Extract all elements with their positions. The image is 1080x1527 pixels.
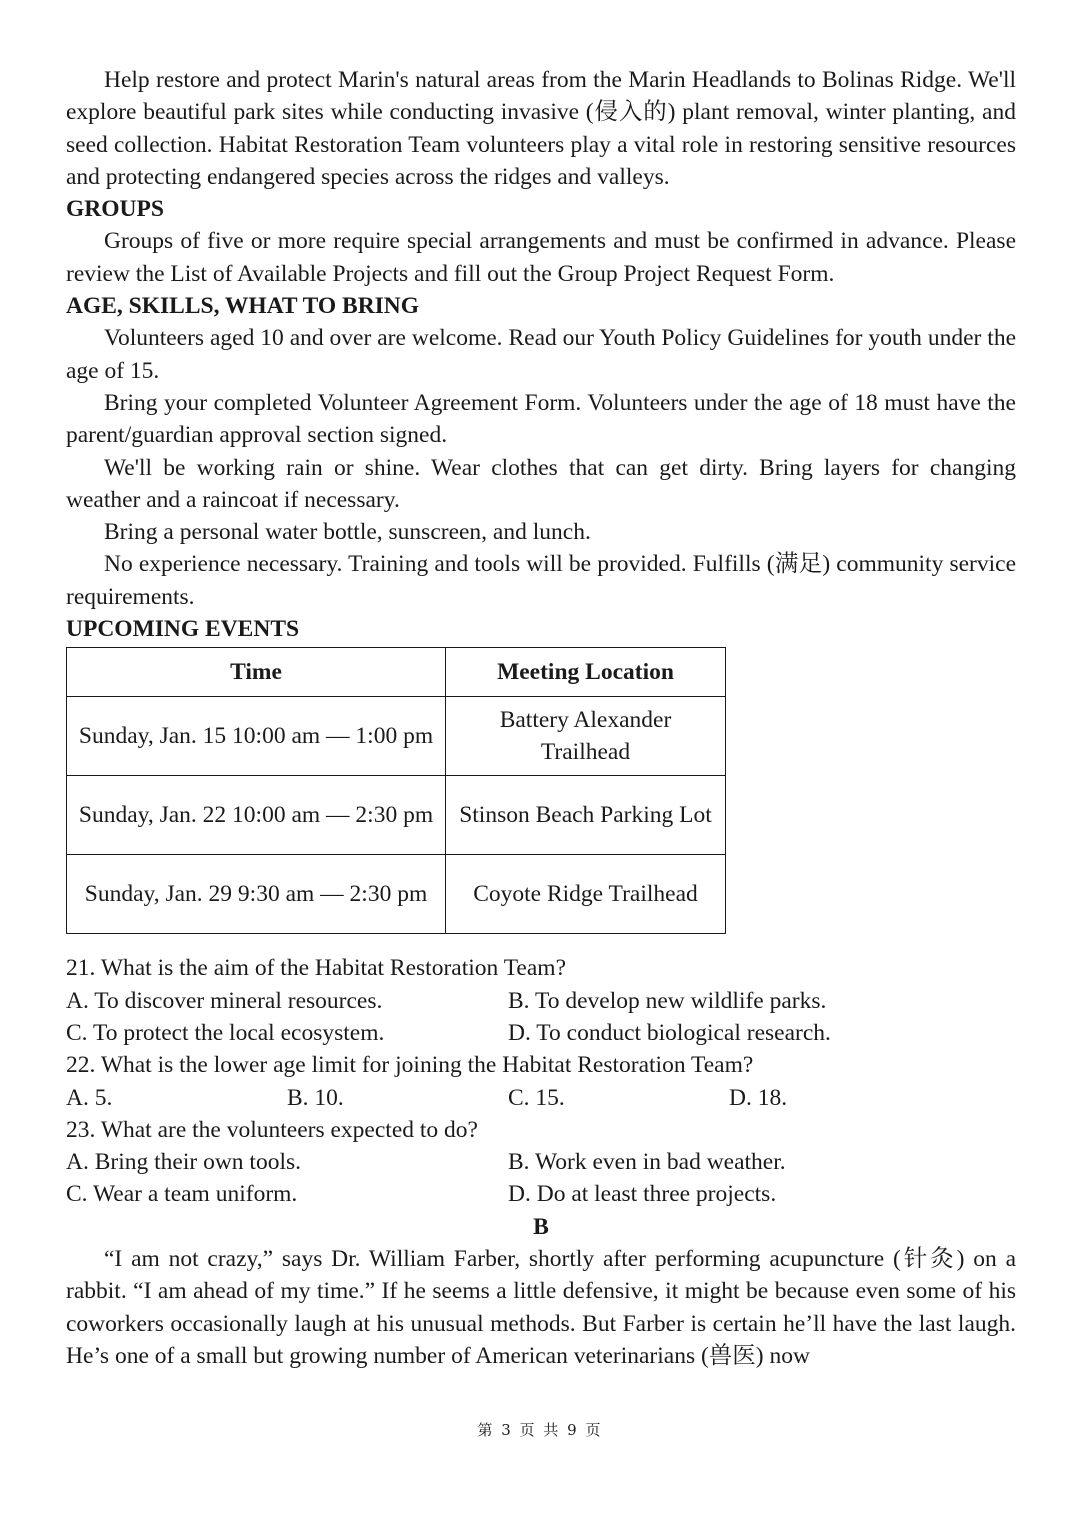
age-paragraph-5: No experience necessary. Training and tools will be provided. Fulfills (满足) community service requirements. xyxy=(66,551,1016,610)
table-header-row xyxy=(67,648,726,697)
option-23-a: A. Bring their own tools. xyxy=(66,1149,301,1176)
question-23: 23. What are the volunteers expected to do? xyxy=(66,1116,478,1143)
age-heading: AGE, SKILLS, WHAT TO BRING xyxy=(66,293,420,320)
groups-paragraph: Groups of five or more require special arrangements and must be confirmed in advance. Please review the List of Available Projects and fill out the Group Project Request Form. xyxy=(66,228,1016,287)
age-paragraph-4: Bring a personal water bottle, sunscreen, and lunch. xyxy=(104,519,591,546)
table-row xyxy=(67,697,726,776)
event-time: Sunday, Jan. 29 9:30 am — 2:30 pm xyxy=(67,855,446,934)
question-21-options-row-1 xyxy=(66,985,1016,1017)
option-21-a: A. To discover mineral resources. xyxy=(66,987,383,1014)
option-22-a: A. 5. xyxy=(66,1084,113,1111)
events-heading: UPCOMING EVENTS xyxy=(66,616,300,643)
questions-section xyxy=(66,952,1016,1210)
column-header-time: Time xyxy=(67,648,446,697)
column-header-location: Meeting Location xyxy=(446,648,726,697)
question-23-options-row-2 xyxy=(66,1178,1016,1210)
option-21-b: B. To develop new wildlife parks. xyxy=(508,987,827,1014)
page-footer: 第 3 页 共 9 页 xyxy=(477,1421,603,1439)
question-22: 22. What is the lower age limit for joining the Habitat Restoration Team? xyxy=(66,1052,754,1079)
age-paragraph-1: Volunteers aged 10 and over are welcome. Read our Youth Policy Guidelines for youth under the age of 15. xyxy=(66,325,1016,384)
event-location: Battery Alexander Trailhead xyxy=(446,697,726,776)
question-22-options xyxy=(66,1082,1016,1114)
exam-page xyxy=(66,64,1016,1372)
question-23-options-row-1 xyxy=(66,1146,1016,1178)
age-paragraph-3: We'll be working rain or shine. Wear clothes that can get dirty. Bring layers for changing weather and a raincoat if necessary. xyxy=(66,454,1016,513)
table-row xyxy=(67,855,726,934)
event-time: Sunday, Jan. 22 10:00 am — 2:30 pm xyxy=(67,776,446,855)
section-b-label: B xyxy=(533,1213,549,1240)
option-23-c: C. Wear a team uniform. xyxy=(66,1181,298,1208)
option-23-b: B. Work even in bad weather. xyxy=(508,1149,786,1176)
section-b-paragraph: “I am not crazy,” says Dr. William Farber, shortly after performing acupuncture (针灸) on a rabbit. “I am ahead of my time.” If he seems a little defensive, it might be because even some of his coworkers occasionally laugh at his unusual methods. But Farber is certain he’ll have the last laugh. He’s one of a small but growing number of American veterinarians (兽医) now xyxy=(66,1246,1016,1369)
table-row xyxy=(67,776,726,855)
event-location: Coyote Ridge Trailhead xyxy=(446,855,726,934)
event-location: Stinson Beach Parking Lot xyxy=(446,776,726,855)
event-time: Sunday, Jan. 15 10:00 am — 1:00 pm xyxy=(67,697,446,776)
question-21-options-row-2 xyxy=(66,1017,1016,1049)
groups-heading: GROUPS xyxy=(66,196,164,223)
question-21: 21. What is the aim of the Habitat Restoration Team? xyxy=(66,955,566,982)
option-22-d: D. 18. xyxy=(729,1084,788,1111)
intro-paragraph: Help restore and protect Marin's natural areas from the Marin Headlands to Bolinas Ridge. We'll explore beautiful park sites while conducting invasive (侵入的) plant removal, winter planting, and seed collection. Habitat Restoration Team volunteers play a vital role in restoring sensitive resources and protecting endangered species across the ridges and valleys. xyxy=(66,67,1016,190)
option-22-b: B. 10. xyxy=(287,1084,344,1111)
age-paragraph-2: Bring your completed Volunteer Agreement Form. Volunteers under the age of 18 must have the parent/guardian approval section signed. xyxy=(66,389,1016,449)
option-21-d: D. To conduct biological research. xyxy=(508,1019,831,1046)
option-23-d: D. Do at least three projects. xyxy=(508,1181,777,1208)
option-22-c: C. 15. xyxy=(508,1084,565,1111)
option-21-c: C. To protect the local ecosystem. xyxy=(66,1019,385,1046)
events-table xyxy=(66,647,726,934)
